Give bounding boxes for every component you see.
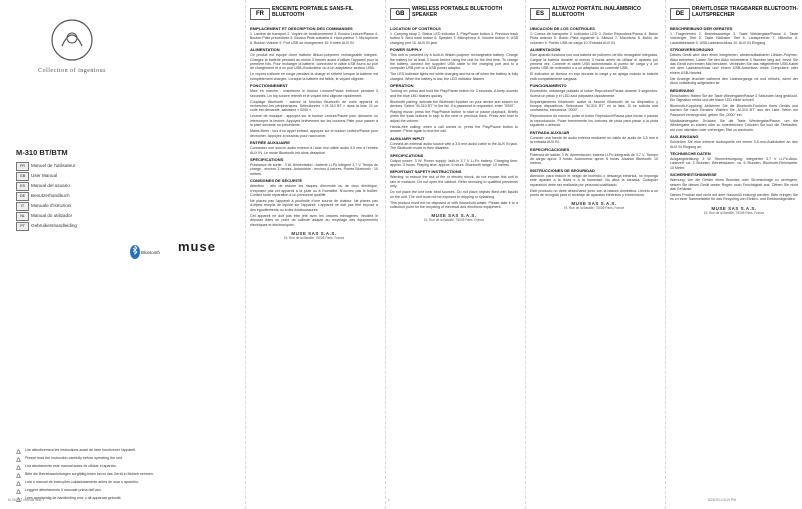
warning-row (16, 464, 176, 472)
body-paragraph: Mise en marche : maintenez le bouton Lecture/Pause enfoncé pendant 3 secondes. Un bip sonore retentit et le voyant bleu clignote rapidement. (250, 89, 378, 98)
flag-gb-icon: GB (390, 8, 410, 20)
panel-header (390, 6, 518, 24)
muse-logo: muse (178, 239, 216, 254)
body-paragraph: Ne placez pas l'appareil à proximité d'une source de chaleur. Ne placez pas d'objets remplis de liquide sur l'appareil. L'appareil ne doit pas être exposé à des égouttements ou à des éclaboussures. (250, 198, 378, 212)
body-paragraph: Warnung: Um die Gefahr eines Brandes oder Stromschlags zu verringern, setzen Sie dieses Gerät weder Regen noch Feuchtigkeit aus. Öffnen Sie nicht das Gehäuse. (670, 178, 798, 191)
panel-title: ALTAVOZ PORTÁTIL INALÁMBRICO BLUETOOTH (552, 6, 641, 18)
body-paragraph: This product must not be disposed of with household waste. Please take it to a collection point for the recycling of electrical and electronic equipment. (390, 200, 518, 209)
warning-text: Lea atentamente este manual antes de utilizar el aparato. (25, 464, 117, 468)
warning-triangle-icon (16, 465, 21, 470)
panel-header (250, 6, 378, 24)
section-heading: CONSIGNES DE SÉCURITÉ (250, 178, 303, 184)
body-paragraph: This unit is powered by a built-in lithium-polymer rechargeable battery. Charge the battery for at least 3 hours before using the unit for the first time. To charge the battery, connect the supplied USB cable to the charging port and to a computer USB port or a USB power adaptor. (390, 53, 518, 71)
warning-text: Lees aandachtig de handleiding voor u dit apparaat gebruikt. (25, 496, 122, 500)
body-paragraph: Ce produit est équipé d'une batterie lithium-polymère rechargeable intégrée. Chargez la batterie pendant au moins 3 heures avant d'utiliser l'appareil pour la première fois. Pour recharger la batterie, connectez le câble USB fourni au port de chargement et à un port USB d'ordinateur ou à un adaptateur secteur USB. (250, 53, 378, 71)
body-paragraph: Couplage Bluetooth : activez la fonction Bluetooth de votre appareil et recherchez les périphériques. Sélectionnez « M-310 BT » dans la liste. Si un code est demandé, saisissez « 0000 ». (250, 99, 378, 113)
fold-line (665, 0, 666, 509)
language-row (16, 191, 136, 201)
section-heading: AUX-EINGANG (670, 134, 699, 140)
section-heading: ESPECIFICACIONES (530, 146, 570, 152)
body-paragraph: Puissance de sortie : 3 W. Alimentation : batterie Li-Po intégrée 3,7 V. Temps de charge : environ 3 heures. Autonomie : environ 6 heures. Portée Bluetooth : 10 mètres. (250, 162, 378, 176)
bluetooth-icon (128, 244, 161, 260)
section-heading: SPECIFICATIONS (390, 152, 424, 158)
body-paragraph: 1. Trageriemen 2. Betriebsanzeige 3. Taste Wiedergabe/Pause 4. Taste Vorheriger Titel 5. Taste Nächster Titel 6. Lautsprecher 7. Mikrofon 8. Lautstärketaste 9. USB-Ladeanschluss 10. AUX IN Eingang (670, 32, 798, 45)
model-number: M-310 BT/BTM (16, 148, 68, 157)
section-heading: STROMVERSORGUNG (670, 47, 714, 53)
section-heading: BESCHREIBUNG DER GERÄTES (670, 26, 733, 31)
section-heading: FONCTIONNEMENT (250, 83, 288, 89)
section-heading: OPERATION (390, 83, 414, 89)
body-paragraph: Conecte una fuente de audio externa mediante un cable de audio de 3,5 mm a la entrada AUX IN. (530, 135, 658, 145)
body-paragraph: Dieses Gerät wird über einen integrierten, wiederaufladbaren Lithium-Polymer-Akku betrieben. Laden Sie den Akku mindestens 3 Stunden lang auf, bevor Sie das Gerät zum ersten Mal benutzen. Verbinden Sie das mitgelieferte USB-Kabel mit dem Ladeanschluss und einem USB-Anschluss eines Computers oder einem USB-Netzteil. (670, 53, 798, 75)
section-heading: SPÉCIFICATIONS (250, 156, 284, 162)
body-paragraph: Le voyant s'allume en rouge pendant la charge et s'éteint lorsque la batterie est complètement chargée. Lorsque la batterie est faible, le voyant clignote. (250, 72, 378, 81)
panel-address: 19, Rue de la Bastille, 75005 Paris, France (423, 218, 485, 223)
footer-file: M-310 BT manual.indd 1 (8, 498, 45, 502)
flag-it-icon: IT (16, 202, 29, 211)
body-paragraph: Este aparato funciona con una batería de polímero de litio recargable integrada. Cargue la batería durante al menos 3 horas antes de utilizar el aparato por primera vez. Conecte el cable USB suministrado al puerto de carga y a un puerto USB de ordenador o a un adaptador de corriente USB. (530, 53, 658, 71)
warning-text: Leggere attentamente il manuale prima dell'uso. (25, 488, 102, 492)
warning-triangle-icon (16, 481, 21, 486)
panel-brand: MUSE SAS S.A.S. (431, 213, 477, 219)
section-heading: ALIMENTACIÓN (530, 47, 561, 53)
warning-text: Lire attentivement les instructions avant de faire fonctionner l'appareil. (25, 448, 137, 452)
body-paragraph: Die Anzeige leuchtet während des Ladevorgangs rot und erlischt, wenn der Akku vollständig aufgeladen ist. (670, 76, 798, 86)
section-heading: BEDIENUNG (670, 87, 695, 93)
body-paragraph: Connectez une source audio externe à l'aide d'un câble audio 3,5 mm à l'entrée AUX IN. Le mode Bluetooth est alors désactivé. (250, 146, 378, 155)
flag-de-icon: DE (670, 8, 690, 20)
section-heading: ALIMENTATION (250, 47, 280, 53)
warning-row (16, 472, 176, 480)
bluetooth-label: Bluetooth (141, 250, 161, 255)
fold-line (525, 0, 526, 509)
body-paragraph: The LED indicator lights red while charging and turns off when the battery is fully charged. When the battery is low, the LED indicator flashes. (390, 72, 518, 81)
flag-gb-icon: GB (16, 172, 29, 181)
section-heading: POWER SUPPLY (390, 47, 422, 53)
language-row (16, 161, 136, 171)
language-row (16, 211, 136, 221)
body-paragraph: Do not place the unit near heat sources. Do not place objects filled with liquids on the unit. The unit must not be exposed to dripping or splashing. (390, 190, 518, 199)
flag-pt-icon: PT (16, 222, 29, 231)
warning-triangle-icon (16, 457, 21, 462)
flag-es-icon: ES (530, 8, 550, 20)
body-paragraph: Encendido: mantenga pulsado el botón Reproducir/Pausa durante 3 segundos. Suena un pitido y el LED azul parpadea rápidamente. (530, 89, 658, 98)
body-paragraph: Output power: 3 W. Power supply: built-in 3.7 V Li-Po battery. Charging time: approx. 3 hours. Playing time: approx. 6 hours. Bluetooth range: 10 metres. (390, 158, 518, 167)
body-paragraph: 1. Carrying strap 2. Status LED indicator 3. Play/Pause button 4. Previous track button 5. Next track button 6. Speaker 7. Microphone 8. Volume button 9. USB charging port 10. AUX IN jack (390, 32, 518, 45)
warning-triangle-icon (16, 473, 21, 478)
section-heading: INSTRUCCIONES DE SEGURIDAD (530, 167, 595, 173)
language-label: Manual do utilizador (31, 213, 73, 218)
panel-header (530, 6, 658, 24)
language-row (16, 221, 136, 231)
panel-header (670, 6, 798, 24)
language-label: Benutzerhandbuch (31, 193, 70, 198)
body-paragraph: El indicador se ilumina en rojo durante la carga y se apaga cuando la batería está completamente cargada. (530, 72, 658, 81)
language-label: Manuale d'istruzioni (31, 203, 72, 208)
language-row (16, 201, 136, 211)
body-paragraph: Musikwiedergabe: Drücken Sie die Taste Wiedergabe/Pause, um die Wiedergabe zu starten oder zu unterbrechen. Drücken Sie kurz die Titeltasten, um zum nächsten oder vorherigen Titel zu wechseln. (670, 118, 798, 132)
body-paragraph: Bluetooth pairing: activate the Bluetooth function on your device and search for devices. Select "M-310 BT" in the list. If a password is requested, enter "0000". (390, 99, 518, 109)
brand-tagline: Collection of ingenious (38, 68, 106, 74)
language-label: Gebruikershandleiding (31, 223, 77, 228)
language-label: Manuel de l'utilisateur (31, 163, 76, 168)
warning-row (16, 448, 176, 456)
language-list (16, 161, 136, 231)
footer-page: 1 (388, 498, 390, 502)
flag-es-icon: ES (16, 182, 29, 191)
language-row (16, 181, 136, 191)
body-paragraph: 1. Correa de transporte 2. Indicador LED 3. Botón Reproducir/Pausa 4. Botón Pista anterior 5. Botón Pista siguiente 6. Altavoz 7. Micrófono 8. Botón de volumen 9. Puerto USB de carga 10. Entrada AUX IN (530, 32, 658, 45)
manual-panel-gb (390, 6, 518, 496)
body-paragraph: Turning on: press and hold the Play/Pause button for 3 seconds. A beep sounds and the blue LED flashes quickly. (390, 89, 518, 98)
body-paragraph: Emparejamiento Bluetooth: active la función Bluetooth de su dispositivo y busque dispositivos. Seleccione "M-310 BT" en la lista. Si se solicita una contraseña, introduzca "0000". (530, 99, 658, 113)
fold-line (385, 0, 386, 509)
body-paragraph: Dieses Produkt darf nicht mit dem Hausmüll entsorgt werden. Bitte bringen Sie es zu einer Sammelstelle für das Recycling von Elektro- und Elektronikgeräten. (670, 192, 798, 202)
panel-title: DRAHTLOSER TRAGBARER BLUETOOTH-LAUTSPRECHER (692, 6, 798, 18)
section-heading: SICHERHEITSHINWEISE (670, 172, 717, 178)
warning-text: Please read the instruction carefully before operating the unit. (25, 456, 123, 460)
fold-line (245, 0, 246, 509)
body-paragraph: Este producto no debe desecharse junto con la basura doméstica. Llévelo a un punto de recogida para el reciclaje de aparatos eléctricos y electrónicos. (530, 188, 658, 197)
panel-address: 19, Rue de la Bastille, 75005 Paris, France (283, 235, 345, 240)
section-heading: LOCATION OF CONTROLS (390, 26, 441, 31)
section-heading: AUXILIARY INPUT (390, 135, 425, 141)
section-heading: EMPLACEMENT ET DESCRIPTION DES COMMANDES (250, 26, 353, 31)
body-paragraph: Potencia de salida: 3 W. Alimentación: batería Li-Po integrada de 3,7 V. Tiempo de carga: aprox. 3 horas. Autonomía: aprox. 6 horas. Alcance Bluetooth: 10 metros. (530, 152, 658, 166)
section-heading: UBICACIÓN DE LOS CONTROLES (530, 26, 595, 31)
panel-title: WIRELESS PORTABLE BLUETOOTH SPEAKER (412, 6, 503, 18)
manual-panel-de (670, 6, 798, 496)
footer-date: 8/24/2014 6:19 PM (708, 498, 736, 502)
body-paragraph: Einschalten: Halten Sie die Taste Wiedergabe/Pause 3 Sekunden lang gedrückt. Ein Signalton ertönt und die blaue LED blinkt schnell. (670, 93, 798, 103)
body-paragraph: Playing music: press the Play/Pause button to start or pause playback. Briefly press the track buttons to skip to the next or previous track. Press and hold to adjust the volume. (390, 110, 518, 123)
warning-row (16, 456, 176, 464)
body-paragraph: Cet appareil ne doit pas être jeté avec les ordures ménagères. Veuillez le déposer dans un point de collecte adapté au recyclage des équipements électriques et électroniques. (250, 213, 378, 227)
body-paragraph: Mains libres : lors d'un appel entrant, appuyez sur le bouton Lecture/Pause pour décrocher. Appuyez à nouveau pour raccrocher. (250, 129, 378, 138)
panel-address: 19, Rue de la Bastille, 75005 Paris, France (563, 206, 625, 211)
warning-row (16, 480, 176, 488)
body-paragraph: Warning: to reduce the risk of fire or electric shock, do not expose this unit to rain or moisture. Do not open the cabinet. Refer servicing to qualified personnel only. (390, 175, 518, 189)
flag-de-icon: DE (16, 192, 29, 201)
body-paragraph: Ausgangsleistung: 3 W. Stromversorgung: integrierter 3,7 V Li-Po-Akku. Ladezeit: ca. 3 Stunden. Betriebsdauer: ca. 6 Stunden. Bluetooth-Reichweite: 10 Meter. (670, 156, 798, 170)
warning-row (16, 488, 176, 496)
body-paragraph: Lecture de musique : appuyez sur le bouton Lecture/Pause pour démarrer ou interrompre la lecture. Appuyez brièvement sur les boutons Piste pour passer à la piste suivante ou précédente. (250, 114, 378, 128)
body-paragraph: Bluetooth-Kopplung: Aktivieren Sie die Bluetooth-Funktion Ihres Geräts und suchen Sie nach Geräten. Wählen Sie „M-310 BT“ aus der Liste. Wenn ein Passwort verlangt wird, geben Sie „0000“ ein. (670, 104, 798, 117)
manual-panel-fr (250, 6, 378, 496)
warning-triangle-icon (16, 489, 21, 494)
flag-fr-icon: FR (250, 8, 270, 20)
body-paragraph: Reproducción de música: pulse el botón Reproducir/Pausa para iniciar o pausar la reproducción. Pulse brevemente los botones de pista para pasar a la pista siguiente o anterior. (530, 114, 658, 128)
section-heading: ENTRADA AUXILIAR (530, 129, 570, 135)
section-heading: IMPORTANT SAFETY INSTRUCTIONS (390, 169, 462, 175)
warning-text: Bitte die Betriebsanleitungen sorgfältig lesen bevor das Gerät in Betrieb nehmen. (25, 472, 154, 476)
body-paragraph: 1. Lanière de transport 2. Voyant de fonctionnement 3. Bouton Lecture/Pause 4. Bouton Piste précédente 5. Bouton Piste suivante 6. Haut-parleur 7. Microphone 8. Bouton Volume 9. Port USB de chargement 10. Entrée AUX IN (250, 32, 378, 45)
warning-list (16, 448, 176, 504)
body-paragraph: Attention : afin de réduire les risques d'incendie ou de choc électrique, n'exposez pas cet appareil à la pluie ou à l'humidité. N'ouvrez pas le boîtier. Confiez toute réparation à un personnel qualifié. (250, 184, 378, 197)
warning-triangle-icon (16, 449, 21, 454)
panel-address: 19, Rue de la Bastille, 75005 Paris, France (703, 210, 765, 215)
panel-brand: MUSE SAS S.A.S. (711, 205, 757, 211)
warning-text: Leia o manual de instruções cuidadosamente antes de usar o aparelho. (25, 480, 140, 484)
section-heading: TECHNISCHE DATEN (670, 150, 711, 156)
language-label: Manual del usuario (31, 183, 70, 188)
brand-emblem-icon (48, 16, 96, 64)
panel-brand: MUSE SAS S.A.S. (571, 201, 617, 207)
panel-title: ENCEINTE PORTABLE SANS-FIL BLUETOOTH (272, 6, 354, 18)
manual-panel-es (530, 6, 658, 496)
body-paragraph: Hands-free calling: when a call comes in, press the Play/Pause button to answer. Press again to end the call. (390, 124, 518, 134)
language-row (16, 171, 136, 181)
section-heading: ENTRÉE AUXILIAIRE (250, 140, 290, 146)
language-label: User Manual (31, 173, 58, 178)
section-heading: FUNCIONAMIENTO (530, 83, 567, 89)
panel-brand: MUSE SAS S.A.S. (291, 230, 337, 236)
flag-fr-icon: FR (16, 162, 29, 171)
body-paragraph: Schließen Sie eine externe Audioquelle mit einem 3,5-mm-Audiokabel an den AUX IN Eingang an. (670, 140, 798, 149)
flag-nl-icon: NL (16, 212, 29, 221)
body-paragraph: Connect an external audio source with a 3.5 mm audio cable to the AUX IN jack. The Bluetooth mode is then disabled. (390, 141, 518, 151)
body-paragraph: Atención: para reducir el riesgo de incendio o descarga eléctrica, no exponga este aparato a la lluvia o a la humedad. No abra la carcasa. Cualquier reparación debe ser realizada por personal cualificado. (530, 173, 658, 187)
